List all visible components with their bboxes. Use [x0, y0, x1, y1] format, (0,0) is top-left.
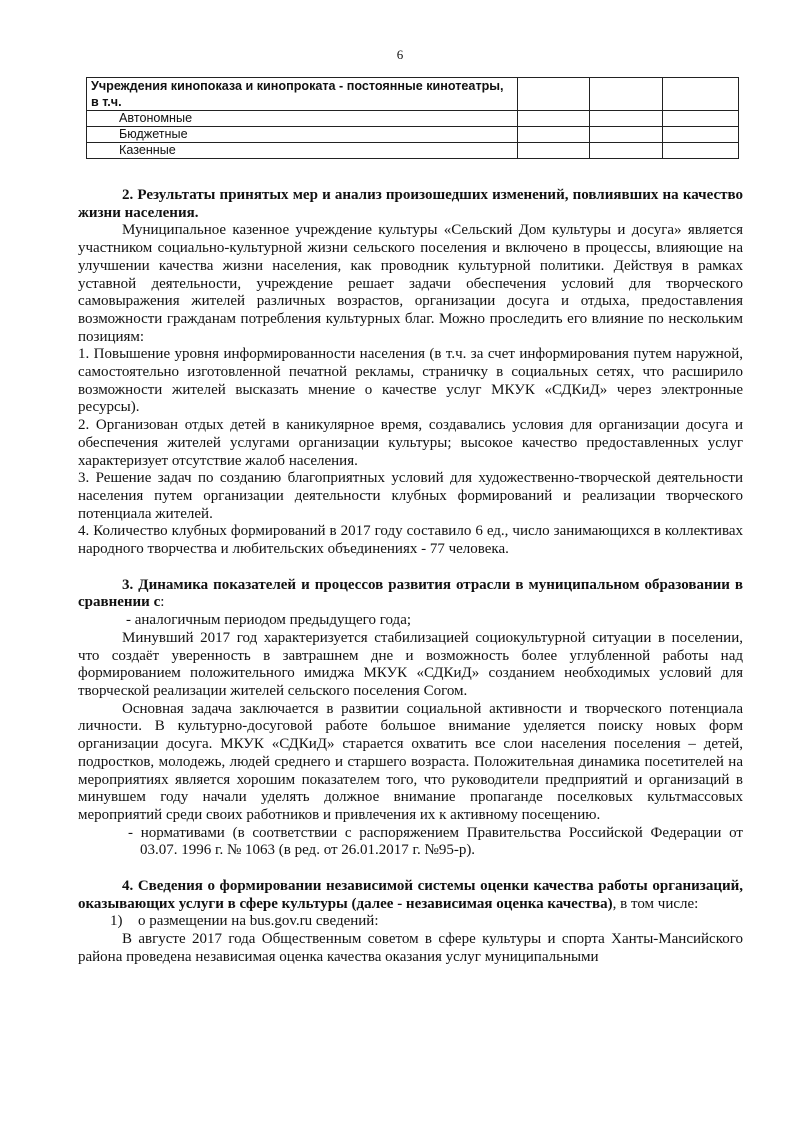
table-cell [518, 143, 590, 159]
table-row [87, 127, 739, 143]
table-cell [590, 143, 663, 159]
section-4-heading-tail: , в том числе: [612, 895, 699, 912]
section-3-paragraph: Основная задача заключается в развитии социальной активности и творческого потенциала личности. В культурно-досуговой работе большое внимание уделяется поиску новых форм организации досуга. МКУК «СДКиД» старается охватить все слои населения поселения – детей, подростков, молодежь, людей среднего и старшего возраста. Положительная динамика посетителей на мероприятиях является хорошим показателем того, что руководители предприятий и организаций в минувшем году начали уделять должное внимание пропаганде поселковых культмассовых мероприятий среди своих работников и привлечения их к активному посещению. [78, 700, 743, 823]
table-cell [518, 127, 590, 143]
section-2-paragraph: Муниципальное казенное учреждение культуры «Сельский Дом культуры и досуга» является участником социально-культурной жизни сельского поселения и включено в процессы, влияющие на улучшении качества жизни населения, как проводник культурной политики. Действуя в рамках уставной деятельности, учреждение решает задачи обеспечения условий для творческого самовыражения жителей различных возрастов, организации досуга и отдыха, предоставления возможности гражданам потребления культурных благ. Можно проследить его влияние по нескольким позициям: [78, 222, 743, 345]
table-cell [590, 111, 663, 127]
table-row [87, 78, 739, 111]
table-header-cell: Учреждения кинопоказа и кинопроката - постоянные кинотеатры, в т.ч. [87, 78, 518, 111]
institutions-table [86, 77, 739, 159]
section-2-item: 2. Организован отдых детей в каникулярное время, создавались условия для организации досуга и обеспечения жителей услугами организации культуры; высокое качество предоставленных услуг характеризует отсутствие жалоб населения. [78, 417, 743, 469]
table-row-label: Бюджетные [87, 127, 518, 143]
table-row-label: Казенные [87, 143, 518, 159]
table-row-label: Автономные [87, 111, 518, 127]
table-cell [590, 127, 663, 143]
document-body [78, 187, 743, 967]
table-row [87, 111, 739, 127]
section-3-heading [78, 577, 743, 612]
section-3-heading-tail: : [160, 594, 165, 611]
section-4-item-text: о размещении на bus.gov.ru сведений: [138, 913, 379, 930]
section-3-paragraph: Минувший 2017 год характеризуется стабилизацией социокультурной ситуации в поселении, что создаёт уверенность в завтрашнем дне и возможность более углубленной работы над формированием положительного имиджа МКУК «СДКиД» созданием необходимых условий для творческой реализации жителей сельского поселения Согом. [78, 629, 743, 699]
table-cell [663, 143, 739, 159]
section-2-heading: 2. Результаты принятых мер и анализ произошедших изменений, повлиявших на качество жизни населения. [78, 187, 743, 221]
table-cell [518, 111, 590, 127]
section-4-heading-text: 4. Сведения о формировании независимой системы оценки качества работы организаций, оказывающих услуги в сфере культуры (далее - независимая оценка качества) [78, 878, 743, 912]
section-4-paragraph: В августе 2017 года Общественным советом в сфере культуры и спорта Ханты-Мансийского района проведена независимая оценка качества оказания услуг муниципальными [78, 931, 743, 965]
section-2-item: 4. Количество клубных формирований в 2017 году составило 6 ед., число занимающихся в коллективах народного творчества и любительских объединениях - 77 человека. [78, 523, 743, 558]
section-3-dash-item: - аналогичным периодом предыдущего года; [126, 612, 412, 629]
table-cell [663, 111, 739, 127]
table-cell [518, 78, 590, 111]
table-cell [663, 127, 739, 143]
section-4-item-number: 1) [110, 913, 123, 930]
section-3-dash-item: - нормативами (в соответствии с распоряжением Правительства Российской Федерации от 03.07. 1996 г. № 1063 (в ред. от 26.01.2017 г. №95-р). [128, 824, 743, 859]
page-number: 6 [396, 47, 404, 62]
table-cell [590, 78, 663, 111]
table-row [87, 143, 739, 159]
section-2-item: 1. Повышение уровня информированности населения (в т.ч. за счет информирования путем наружной, самостоятельно изготовленной печатной рекламы, страничку в социальных сетях, что расширило возможности жителей высказать мнение о качестве услуг МКУК «СДКиД» через электронные ресурсы). [78, 346, 743, 416]
table-cell [663, 78, 739, 111]
section-4-heading [78, 878, 743, 913]
section-2-item: 3. Решение задач по созданию благоприятных условий для художественно-творческой деятельности населения путем организации деятельности клубных формирований и реализации творческого потенциала жителей. [78, 470, 743, 522]
section-3-heading-text: 3. Динамика показателей и процессов развития отрасли в муниципальном образовании в сравнении с [78, 576, 743, 611]
section-4-item [78, 913, 743, 931]
